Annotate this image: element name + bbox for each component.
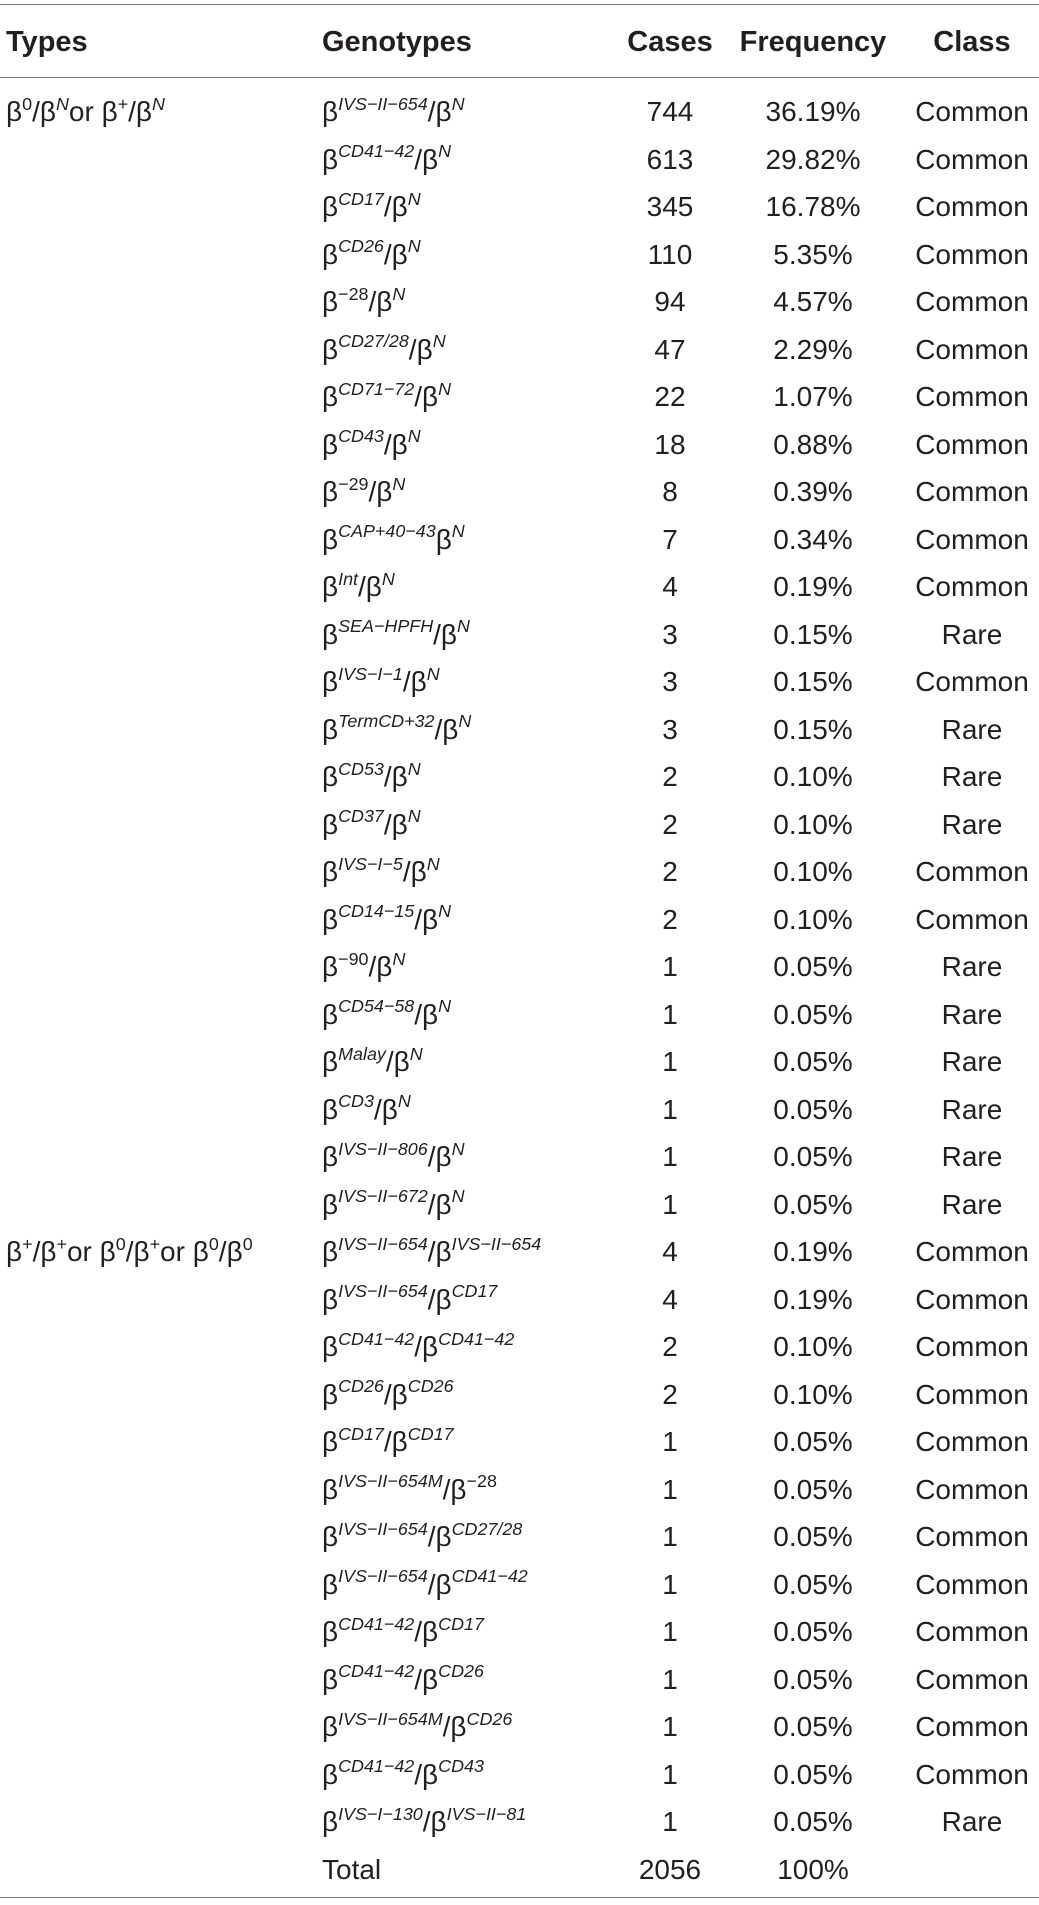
cases-cell: 1 (662, 1711, 678, 1742)
class-cell: Common (915, 428, 1029, 460)
cases-cell: 1 (662, 1473, 678, 1505)
header-class: Class (933, 26, 1011, 58)
frequency-cell: 0.05% (773, 1711, 853, 1742)
class-cell: Common (915, 96, 1029, 127)
class-cell: Common (915, 1283, 1029, 1315)
genotype-cell: $\beta^{CD37}/\beta^N$ (322, 806, 421, 840)
table-row (0, 231, 1039, 279)
class-cell: Common (915, 1663, 1029, 1695)
cases-cell: 1 (662, 1806, 678, 1837)
cases-cell: 1 (662, 1521, 678, 1552)
cases-cell: 110 (647, 238, 693, 270)
genotype-cell: $\beta^{CD41-42}/\beta^{CD17}$ (322, 1613, 484, 1647)
genotype-cell: $\beta^{CD26}/\beta^N$ (322, 236, 421, 270)
total-row (0, 1846, 1039, 1894)
cases-cell: 1 (662, 1616, 678, 1647)
genotype-cell: $\beta^{CD41-42}/\beta^N$ (322, 141, 452, 175)
table-row (0, 896, 1039, 944)
table-row (0, 706, 1039, 754)
frequency-cell: 1.07% (773, 381, 853, 412)
frequency-cell: 0.39% (773, 476, 853, 507)
table-row (0, 1561, 1039, 1609)
table-row (0, 1751, 1039, 1799)
class-cell: Common (915, 1521, 1029, 1552)
table-row (0, 1133, 1039, 1181)
header-genotypes: Genotypes (322, 26, 472, 58)
class-cell: Common (915, 903, 1029, 935)
genotype-cell: $\beta^{CD71-72}/\beta^N$ (322, 378, 452, 412)
cases-cell: 22 (654, 381, 686, 412)
cases-cell: 7 (662, 523, 678, 555)
cases-cell: 345 (646, 191, 694, 222)
frequency-cell: 36.19% (765, 96, 861, 127)
cases-cell: 2 (662, 761, 678, 792)
class-cell: Common (915, 1426, 1029, 1457)
genotype-cell: $\beta^{IVS-II-654M}/\beta^{-28}$ (322, 1471, 497, 1505)
frequency-cell: 2.29% (773, 333, 853, 365)
genotype-cell: $\beta^{IVS-I-130}/\beta^{IVS-II-81}$ (322, 1803, 527, 1837)
table-row (0, 516, 1039, 564)
table-row (0, 278, 1039, 326)
class-cell: Common (915, 523, 1029, 555)
genotype-cell: $\beta^{IVS-II-672}/\beta^N$ (322, 1186, 465, 1220)
genotype-cell: $\beta^{CD43}/\beta^N$ (322, 426, 421, 460)
frequency-cell: 0.05% (773, 1663, 853, 1695)
table-row (0, 1513, 1039, 1561)
frequency-cell: 0.05% (773, 1093, 853, 1125)
table-top-rule (0, 4, 1039, 5)
class-cell: Common (915, 1758, 1029, 1790)
class-cell: Common (915, 238, 1029, 270)
frequency-cell: 0.05% (773, 1616, 853, 1647)
class-cell: Common (915, 1236, 1029, 1267)
genotype-cell: $\beta^{IVS-II-654}/\beta^{CD41-42}$ (322, 1566, 528, 1600)
table-row (0, 183, 1039, 231)
frequency-cell: 0.19% (773, 1236, 853, 1267)
frequency-cell: 0.15% (773, 713, 853, 745)
table-row (0, 611, 1039, 659)
header-cases: Cases (627, 26, 713, 58)
table-header-row (0, 18, 1039, 66)
table-row (0, 658, 1039, 706)
frequency-cell: 0.05% (773, 1141, 853, 1172)
genotype-cell: $\beta^{IVS-II-654}/\beta^{IVS-II-654}$ (322, 1233, 542, 1267)
frequency-cell: 0.15% (773, 618, 853, 650)
frequency-cell: 0.05% (773, 1806, 853, 1837)
genotype-cell: $\beta^{IVS-I-1}/\beta^N$ (322, 663, 440, 697)
genotype-cell: $\beta^{CD17}/\beta^{CD17}$ (322, 1423, 454, 1457)
frequency-cell: 0.05% (773, 1188, 853, 1220)
cases-cell: 94 (654, 286, 686, 317)
genotype-cell: $\beta^{Int}/\beta^N$ (322, 568, 395, 602)
genotype-cell: $\beta^{-28}/\beta^N$ (322, 283, 406, 317)
table-row (0, 943, 1039, 991)
class-cell: Common (915, 191, 1029, 222)
total-label: Total (322, 1853, 382, 1885)
table-row (0, 1418, 1039, 1466)
genotype-cell: $\beta^{CD41-42}/\beta^{CD43}$ (322, 1756, 484, 1790)
class-cell: Common (915, 143, 1029, 175)
table-row (0, 848, 1039, 896)
table-row (0, 468, 1039, 516)
frequency-cell: 0.10% (773, 761, 853, 792)
table-row (0, 1371, 1039, 1419)
class-cell: Rare (941, 1046, 1003, 1077)
table-row (0, 801, 1039, 849)
table-row (0, 1798, 1039, 1846)
class-cell: Rare (941, 998, 1003, 1030)
class-cell: Common (915, 856, 1029, 887)
frequency-cell: 0.05% (773, 951, 853, 982)
cases-cell: 1 (662, 1141, 678, 1172)
cases-cell: 2 (662, 1378, 678, 1410)
frequency-cell: 16.78% (765, 191, 861, 222)
frequency-cell: 0.19% (773, 571, 853, 602)
frequency-cell: 0.05% (773, 1568, 853, 1600)
frequency-cell: 5.35% (773, 238, 853, 270)
cases-cell: 4 (662, 571, 678, 602)
total-cases: 2056 (638, 1853, 702, 1885)
genotype-cell: $\beta^{IVS-I-5}/\beta^N$ (322, 853, 440, 887)
genotype-cell: $\beta^{CD3}/\beta^N$ (322, 1091, 411, 1125)
cases-cell: 1 (662, 1758, 678, 1790)
frequency-cell: 0.10% (773, 1331, 853, 1362)
cases-cell: 3 (662, 618, 678, 650)
genotype-cell: $\beta^{IVS-II-654}/\beta^N$ (322, 93, 465, 127)
table-row (0, 373, 1039, 421)
class-cell: Rare (941, 951, 1003, 982)
class-cell: Rare (941, 1806, 1003, 1837)
type-cell: $\beta^0/\beta^Nor$ $\beta^+/\beta^N$ (6, 93, 165, 127)
table-bottom-rule (0, 1897, 1039, 1898)
genotype-cell: $\beta^{CD41-42}/\beta^{CD41-42}$ (322, 1328, 515, 1362)
class-cell: Common (915, 571, 1029, 602)
cases-cell: 2 (662, 1331, 678, 1362)
cases-cell: 1 (662, 951, 678, 982)
table-row (0, 1228, 1039, 1276)
cases-cell: 1 (662, 1188, 678, 1220)
table-row (0, 1656, 1039, 1704)
header-rule (0, 77, 1039, 78)
class-cell: Common (915, 1473, 1029, 1505)
frequency-cell: 29.82% (765, 143, 861, 175)
genotype-cell: $\beta^{SEA-HPFH}/\beta^N$ (322, 616, 470, 650)
cases-cell: 1 (662, 998, 678, 1030)
class-cell: Common (915, 666, 1029, 697)
table-row (0, 1086, 1039, 1134)
header-frequency: Frequency (739, 26, 887, 58)
cases-cell: 1 (662, 1426, 678, 1457)
table-row (0, 88, 1039, 136)
table-row (0, 1466, 1039, 1514)
frequency-cell: 0.34% (773, 523, 853, 555)
table-row (0, 1181, 1039, 1229)
frequency-cell: 0.10% (773, 856, 853, 887)
cases-cell: 47 (654, 333, 686, 365)
cases-cell: 2 (662, 856, 678, 887)
cases-cell: 744 (646, 96, 694, 127)
genotype-cell: $\beta^{-29}/\beta^N$ (322, 473, 406, 507)
table-row (0, 136, 1039, 184)
genotype-cell: $\beta^{CD54-58}/\beta^N$ (322, 996, 452, 1030)
class-cell: Common (915, 1378, 1029, 1410)
genotype-cell: $\beta^{CD26}/\beta^{CD26}$ (322, 1376, 454, 1410)
cases-cell: 1 (662, 1093, 678, 1125)
frequency-cell: 0.05% (773, 1521, 853, 1552)
genotype-cell: $\beta^{CD53}/\beta^N$ (322, 758, 421, 792)
class-cell: Common (915, 476, 1029, 507)
frequency-cell: 0.10% (773, 903, 853, 935)
table-row (0, 1038, 1039, 1086)
table-row (0, 1276, 1039, 1324)
genotype-cell: $\beta^{CAP+40-43}\beta^N$ (322, 521, 465, 555)
frequency-cell: 0.05% (773, 1426, 853, 1457)
frequency-cell: 0.10% (773, 808, 853, 840)
class-cell: Rare (941, 618, 1003, 650)
class-cell: Rare (941, 808, 1003, 840)
cases-cell: 2 (662, 903, 678, 935)
class-cell: Common (915, 1568, 1029, 1600)
cases-cell: 3 (662, 666, 678, 697)
table-row (0, 753, 1039, 801)
frequency-cell: 0.15% (773, 666, 853, 697)
genotype-cell: $\beta^{TermCD+32}/\beta^N$ (322, 711, 472, 745)
genotype-cell: $\beta^{IVS-II-654}/\beta^{CD27/28}$ (322, 1518, 523, 1552)
cases-cell: 3 (662, 713, 678, 745)
cases-cell: 4 (662, 1283, 678, 1315)
class-cell: Common (915, 381, 1029, 412)
frequency-cell: 0.05% (773, 1046, 853, 1077)
cases-cell: 613 (646, 143, 694, 175)
class-cell: Rare (941, 761, 1003, 792)
genotype-cell: $\beta^{IVS-II-654}/\beta^{CD17}$ (322, 1281, 498, 1315)
class-cell: Rare (941, 713, 1003, 745)
genotype-cell: $\beta^{-90}/\beta^N$ (322, 948, 406, 982)
table-row (0, 421, 1039, 469)
cases-cell: 2 (662, 808, 678, 840)
class-cell: Common (915, 1616, 1029, 1647)
class-cell: Rare (941, 1141, 1003, 1172)
class-cell: Common (915, 1331, 1029, 1362)
cases-cell: 4 (662, 1236, 678, 1267)
genotype-cell: $\beta^{CD41-42}/\beta^{CD26}$ (322, 1661, 484, 1695)
frequency-cell: 0.88% (773, 428, 853, 460)
genotype-cell: $\beta^{CD17}/\beta^N$ (322, 188, 421, 222)
genotype-cell: $\beta^{CD27/28}/\beta^N$ (322, 331, 446, 365)
genotype-cell: $\beta^{CD14-15}/\beta^N$ (322, 901, 452, 935)
frequency-cell: 0.05% (773, 1758, 853, 1790)
table-row (0, 563, 1039, 611)
header-types: Types (6, 26, 88, 58)
genotype-cell: $\beta^{IVS-II-654M}/\beta^{CD26}$ (322, 1708, 513, 1742)
cases-cell: 1 (662, 1663, 678, 1695)
class-cell: Rare (941, 1093, 1003, 1125)
table-row (0, 991, 1039, 1039)
frequency-cell: 4.57% (773, 286, 853, 317)
table-row (0, 1323, 1039, 1371)
frequency-cell: 0.19% (773, 1283, 853, 1315)
class-cell: Common (915, 286, 1029, 317)
class-cell: Common (915, 333, 1029, 365)
type-cell: β+/β+or $\beta^0/\beta^+or$ $\beta^0/\beta^0$ (6, 1233, 253, 1267)
table-row (0, 1703, 1039, 1751)
class-cell: Common (915, 1711, 1029, 1742)
cases-cell: 8 (662, 476, 678, 507)
table-row (0, 1608, 1039, 1656)
table-row (0, 326, 1039, 374)
total-frequency: 100% (777, 1853, 849, 1885)
frequency-cell: 0.05% (773, 1473, 853, 1505)
frequency-cell: 0.10% (773, 1378, 853, 1410)
cases-cell: 1 (662, 1568, 678, 1600)
genotype-cell: $\beta^{Malay}/\beta^N$ (322, 1043, 423, 1077)
cases-cell: 1 (662, 1046, 678, 1077)
frequency-cell: 0.05% (773, 998, 853, 1030)
cases-cell: 18 (654, 428, 686, 460)
genotype-cell: $\beta^{IVS-II-806}/\beta^N$ (322, 1138, 465, 1172)
class-cell: Rare (941, 1188, 1003, 1220)
